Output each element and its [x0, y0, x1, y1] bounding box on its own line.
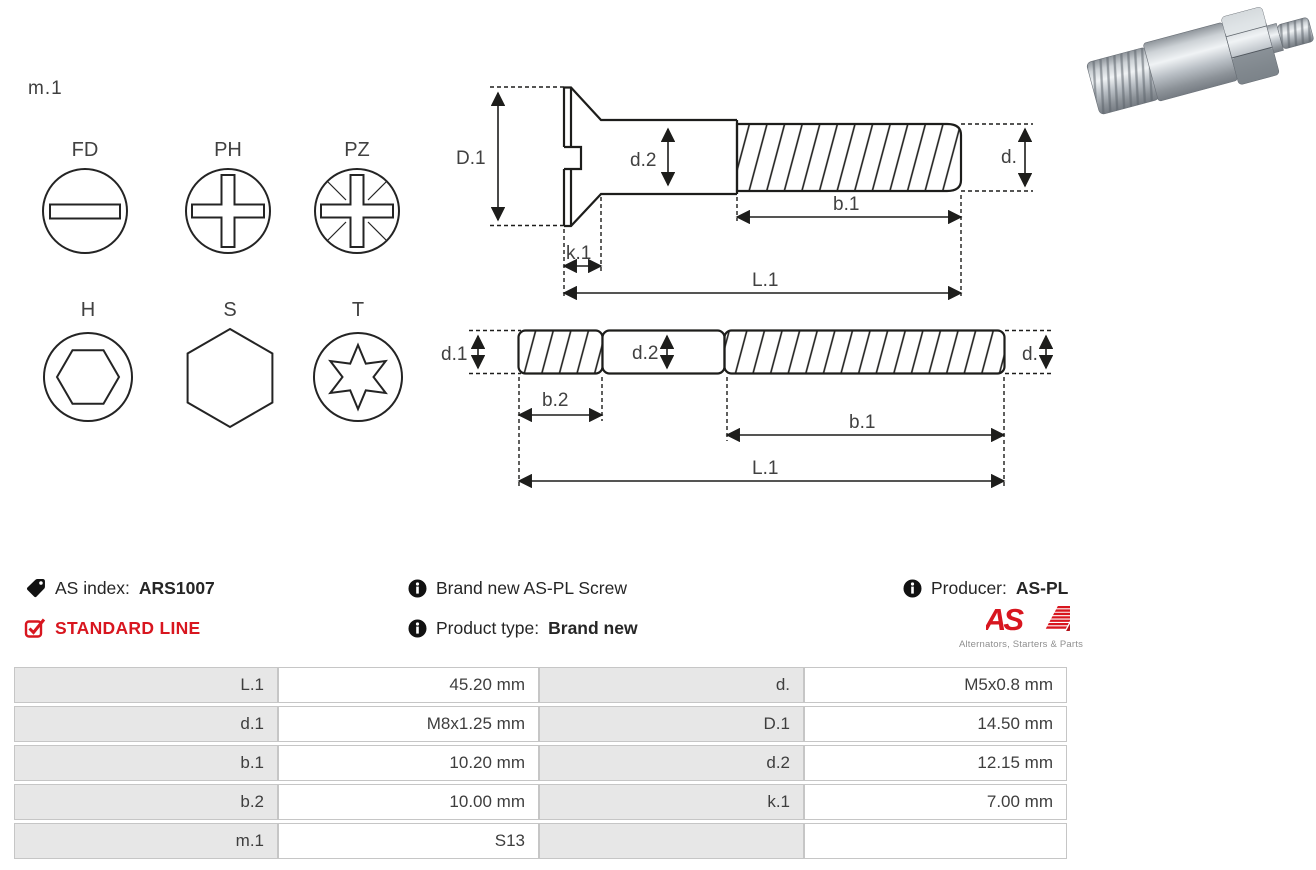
logo-text: AS — [986, 602, 1022, 636]
spec-value: 10.20 mm — [278, 745, 539, 781]
spec-label: b.1 — [14, 745, 278, 781]
product-description: Brand new AS-PL Screw — [436, 578, 627, 598]
stud-thread-right — [725, 331, 1005, 374]
dim-label-d2: d.2 — [630, 150, 657, 171]
screw-side-view — [456, 87, 1033, 296]
fd-slotted-icon — [43, 169, 127, 253]
stud-thread-left — [519, 331, 603, 374]
spec-value: 10.00 mm — [278, 784, 539, 820]
drive-label-fd: FD — [71, 139, 99, 161]
standard-line-row — [24, 617, 201, 639]
drive-label-h: H — [80, 299, 96, 321]
s-hex-icon — [188, 329, 273, 427]
aspl-logo — [986, 602, 1096, 641]
spec-label: d.1 — [14, 706, 278, 742]
standard-line-badge: STANDARD LINE — [55, 617, 201, 638]
dim-label-d1: d.1 — [441, 344, 468, 365]
drive-label-ph: PH — [214, 139, 242, 161]
dim-label-d: d. — [1022, 344, 1038, 365]
dim-label-b1: b.1 — [833, 194, 860, 215]
m1-corner-label: m.1 — [28, 78, 63, 99]
spec-value — [804, 823, 1067, 859]
spec-value: M8x1.25 mm — [278, 706, 539, 742]
spec-label: m.1 — [14, 823, 278, 859]
t-torx-icon — [314, 333, 402, 421]
spec-value: 7.00 mm — [804, 784, 1067, 820]
dim-label-d: d. — [1001, 147, 1017, 168]
pz-pozidriv-icon — [315, 169, 399, 253]
dim-label-L1: L.1 — [752, 270, 779, 291]
as-index-value: ARS1007 — [138, 578, 215, 598]
as-index-label: AS index: — [55, 578, 130, 598]
stud-side-view — [441, 331, 1054, 489]
producer-value: AS-PL — [1015, 578, 1069, 598]
info-icon — [408, 619, 427, 638]
product-type-row — [408, 618, 638, 639]
logo-tagline: Alternators, Starters & Parts — [958, 639, 1084, 650]
spec-label: d.2 — [539, 745, 804, 781]
description-row — [408, 578, 627, 599]
spec-table — [14, 667, 1067, 859]
product-photo — [1086, 2, 1316, 116]
info-icon — [408, 579, 427, 598]
spec-label: L.1 — [14, 667, 278, 703]
producer-row — [903, 578, 1068, 599]
thread-section — [737, 124, 961, 191]
dim-label-D1: D.1 — [456, 148, 486, 169]
spec-value: S13 — [278, 823, 539, 859]
producer-label: Producer: — [931, 578, 1007, 598]
spec-label: k.1 — [539, 784, 804, 820]
drive-label-pz: PZ — [344, 139, 370, 161]
spec-label: d. — [539, 667, 804, 703]
product-type-label: Product type: — [436, 618, 540, 638]
ph-phillips-icon — [186, 169, 270, 253]
dim-label-L1: L.1 — [752, 458, 779, 479]
drive-label-s: S — [223, 299, 237, 321]
spec-label: D.1 — [539, 706, 804, 742]
spec-label — [539, 823, 804, 859]
info-icon — [903, 579, 922, 598]
dim-label-d2: d.2 — [632, 343, 659, 364]
stud-plain-middle — [603, 331, 725, 374]
spec-label: b.2 — [14, 784, 278, 820]
tag-icon — [25, 578, 46, 599]
dim-label-b2: b.2 — [542, 390, 569, 411]
dim-label-b1: b.1 — [849, 412, 876, 433]
drive-type-icons — [0, 130, 440, 440]
spec-value: 12.15 mm — [804, 745, 1067, 781]
spec-value: M5x0.8 mm — [804, 667, 1067, 703]
technical-drawing — [440, 75, 1080, 510]
spec-value: 45.20 mm — [278, 667, 539, 703]
as-index-row — [25, 578, 215, 599]
checkbox-icon — [24, 617, 46, 639]
drive-label-t: T — [351, 299, 365, 321]
spec-value: 14.50 mm — [804, 706, 1067, 742]
h-hex-socket-icon — [44, 333, 132, 421]
product-type-value: Brand new — [548, 618, 638, 638]
dim-label-k1: k.1 — [566, 243, 592, 264]
